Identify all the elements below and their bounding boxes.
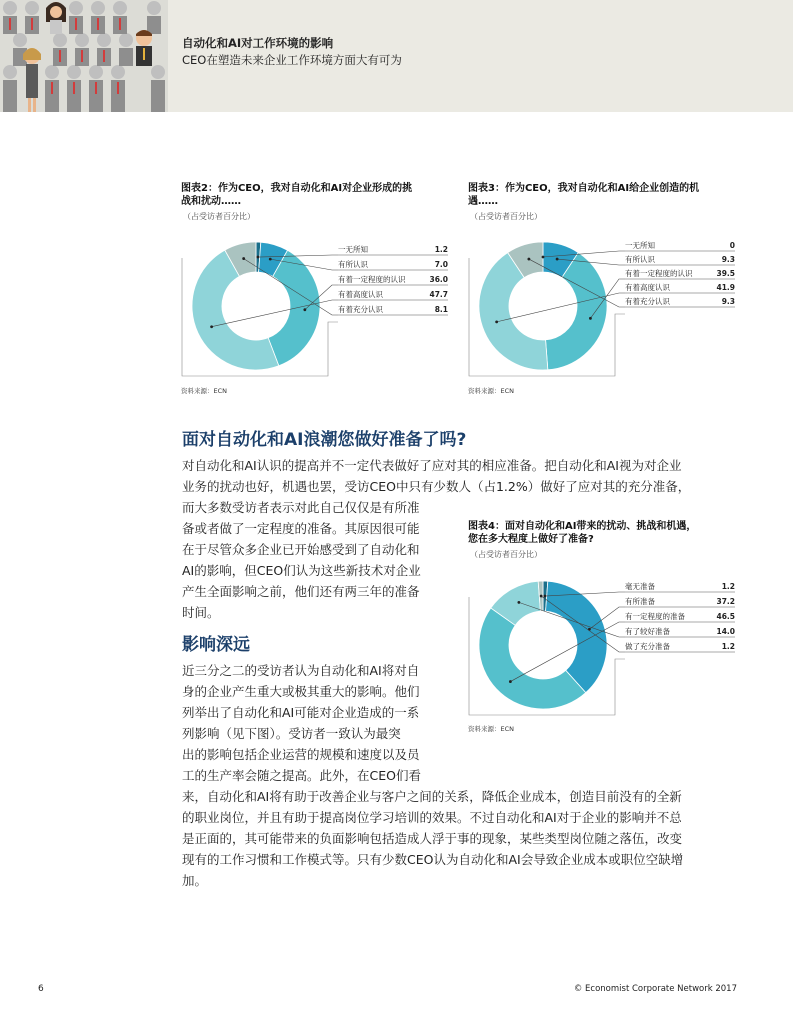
leader-dot (589, 317, 592, 320)
section2-heading: 影响深远 (182, 635, 250, 655)
page-number: 6 (38, 984, 44, 994)
legend-value: 46.5 (716, 612, 735, 621)
header-band (0, 0, 793, 112)
leader-dot (210, 325, 213, 328)
chart4-source: 资料来源：ECN (468, 725, 515, 733)
legend-label: 有一定程度的准备 (625, 612, 685, 621)
legend-value: 14.0 (716, 627, 735, 636)
chart4-title-line1: 图表4：面对自动化和AI带来的扰动、挑战和机遇， (468, 521, 697, 532)
legend-value: 36.0 (429, 275, 448, 284)
chart2-donut (180, 238, 455, 383)
leader-dot (517, 601, 520, 604)
leader-dot (556, 258, 559, 261)
section1-line: 备或者做了一定程度的准备。其原因很可能 (182, 521, 420, 536)
section1-heading: 面对自动化和AI浪潮您做好准备了吗? (182, 430, 467, 450)
section2-line: 出的影响包括企业运营的规模和速度以及员 (182, 747, 420, 762)
section1-line: 在于尽管众多企业已开始感受到了自动化和 (182, 542, 420, 557)
section2-line: 工的生产率会随之提高。此外，在CEO们看 (182, 768, 421, 783)
chart2-title (181, 182, 412, 208)
footer-copyright: © Economist Corporate Network 2017 (573, 984, 737, 994)
legend-value: 39.5 (716, 269, 735, 278)
chart2-title-line1: 图表2：作为CEO，我对自动化和AI对企业形成的挑 (181, 183, 413, 194)
chart3-title-line1: 图表3：作为CEO，我对自动化和AI给企业创造的机 (468, 183, 700, 194)
chart3-title-line2: 遇…… (468, 196, 498, 207)
chart3-source: 资料来源：ECN (468, 387, 515, 395)
legend-value: 47.7 (429, 290, 448, 299)
legend-label: 一无所知 (625, 241, 655, 250)
crowd-illustration (0, 0, 168, 112)
legend-label: 一无所知 (338, 245, 368, 254)
section2-line: 是正面的，其可能带来的负面影响包括造成人浮于事的现象，某些类型岗位随之落伍，改变 (182, 831, 683, 846)
legend-value: 1.2 (434, 245, 448, 254)
section1-line: 产生全面影响之前，他们还有两三年的准备 (182, 584, 420, 599)
legend-label: 有着充分认识 (625, 297, 670, 306)
section2-line: 的职业岗位，并且有助于提高岗位学习培训的效果。不过自动化和AI对于企业的影响并不总 (182, 810, 682, 825)
chart3-title (468, 182, 699, 208)
section1-line: 业务的扰动也好，机遇也罢，受访CEO中只有少数人（占1.2%）做好了应对其的充分准备， (182, 479, 691, 494)
legend-label: 有了较好准备 (625, 627, 670, 636)
legend-value: 1.2 (721, 582, 735, 591)
legend-label: 有所准备 (625, 597, 655, 606)
chart4-title-line2: 您在多大程度上做好了准备? (468, 534, 594, 545)
legend-label: 有着一定程度的认识 (625, 269, 693, 278)
section2-line: 列举出了自动化和AI可能对企业造成的一系 (182, 705, 420, 720)
legend-label: 有着充分认识 (338, 305, 383, 314)
chart3-donut (467, 238, 742, 383)
leader-dot (540, 595, 543, 598)
section2-paragraph (182, 660, 683, 891)
legend-value: 9.3 (721, 255, 735, 264)
leader-dot (242, 257, 245, 260)
legend-value: 8.1 (434, 305, 448, 314)
section1-line: AI的影响，但CEO们认为这些新技术对企业 (182, 563, 421, 578)
section2-line: 加。 (182, 873, 208, 888)
legend-label: 有着高度认识 (625, 283, 670, 292)
header-title: 自动化和AI对工作环境的影响 (182, 36, 334, 50)
leader-dot (542, 256, 545, 259)
chart2-title-line2: 战和扰动…… (181, 196, 241, 207)
legend-label: 有所认识 (338, 260, 368, 269)
leader-dot (527, 258, 530, 261)
legend-label: 有所认识 (625, 255, 655, 264)
chart4-note: （占受访者百分比） (470, 550, 542, 559)
legend-label: 有着一定程度的认识 (338, 275, 406, 284)
section2-line: 来，自动化和AI将有助于改善企业与客户之间的关系，降低企业成本，创造目前没有的全新 (182, 789, 682, 804)
section2-line: 现有的工作习惯和工作模式等。只有少数CEO认为自动化和AI会导致企业成本或职位空缺增 (182, 852, 684, 867)
leader-dot (269, 258, 272, 261)
chart3-note: （占受访者百分比） (470, 212, 542, 221)
section2-line: 列影响（见下图）。受访者一致认为最突 (182, 726, 401, 741)
header-subtitle: CEO在塑造未来企业工作环境方面大有可为 (182, 53, 402, 67)
section1-line: 对自动化和AI认识的提高并不一定代表做好了应对其的相应准备。把自动化和AI视为对企业 (182, 458, 682, 473)
legend-value: 0 (729, 241, 735, 250)
chart2-source: 资料来源：ECN (181, 387, 228, 395)
legend-value: 41.9 (716, 283, 735, 292)
chart4-title (468, 520, 696, 546)
section1-line: 时间。 (182, 605, 220, 620)
legend-value: 1.2 (721, 642, 735, 651)
leader-dot (495, 320, 498, 323)
leader-dot (303, 308, 306, 311)
legend-label: 有着高度认识 (338, 290, 383, 299)
legend-value: 9.3 (721, 297, 735, 306)
leader-dot (256, 256, 259, 259)
legend-value: 7.0 (434, 260, 448, 269)
legend-label: 毫无准备 (625, 582, 655, 591)
section1-line: 而大多数受访者表示对此自己仅仅是有所准 (182, 500, 420, 515)
leader-dot (543, 595, 546, 598)
legend-label: 做了充分准备 (625, 642, 670, 651)
legend-value: 37.2 (716, 597, 735, 606)
section2-line: 近三分之二的受访者认为自动化和AI将对自 (182, 663, 420, 678)
chart2-note: （占受访者百分比） (183, 212, 255, 221)
section2-line: 身的企业产生重大或极其重大的影响。他们 (182, 684, 420, 699)
